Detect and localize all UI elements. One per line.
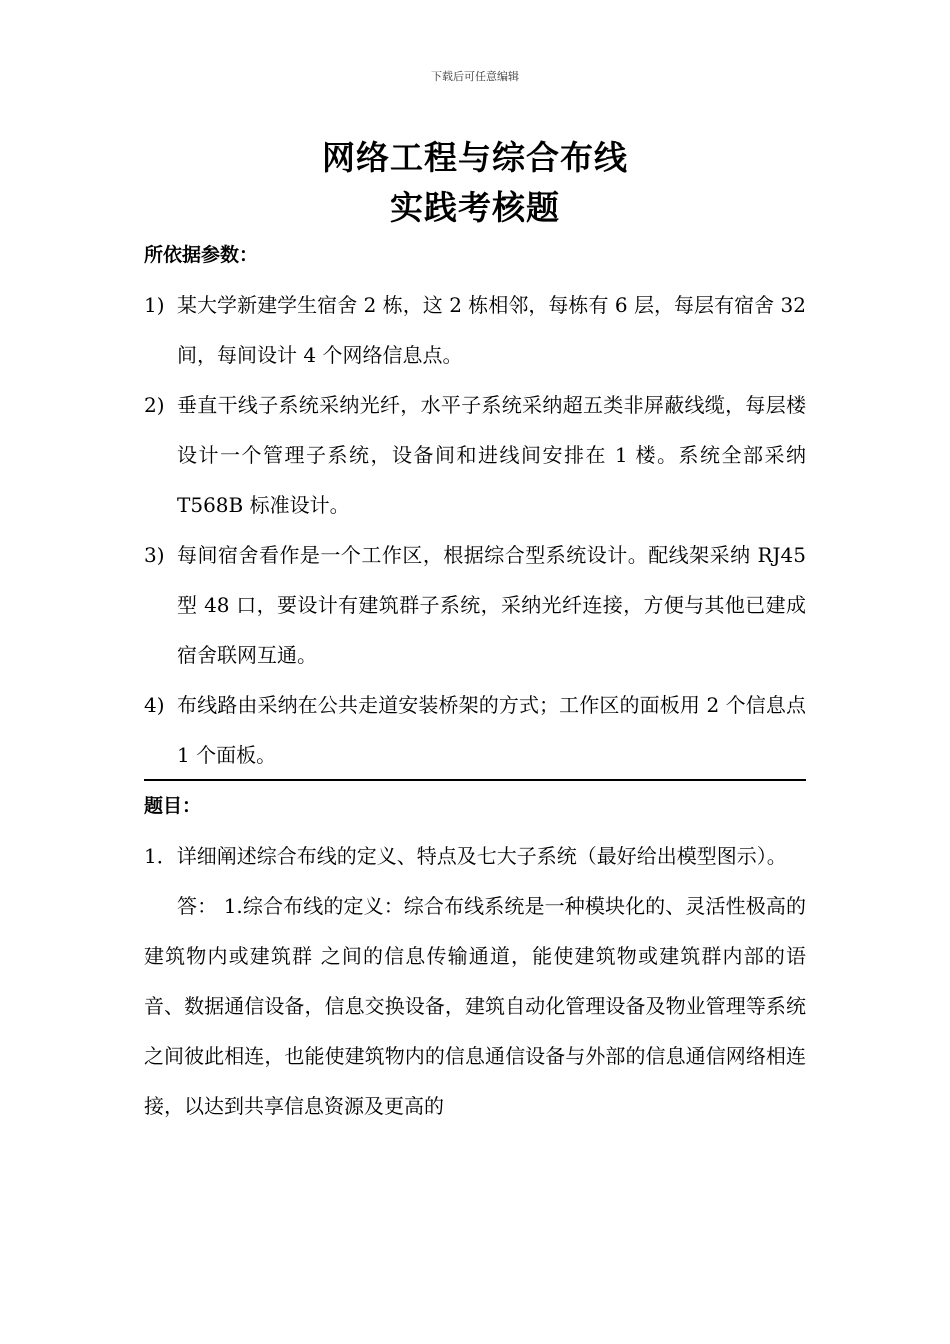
question-1: 1．详细阐述综合布线的定义、特点及七大子系统（最好给出模型图示）。 [144, 844, 787, 868]
param-item-text: 布线路由采纳在公共走道安装桥架的方式；工作区的面板用 2 个信息点 1 个面板。 [177, 693, 806, 767]
questions-heading: 题目： [144, 795, 202, 817]
answer-paragraph: 答： 1.综合布线的定义：综合布线系统是一种模块化的、灵活性极高的建筑物内或建筑群 之间的信息传输通道，能使建筑物或建筑群内部的语音、数据通信设备，信息交换设备，建筑自动化管理设备及物业管理等系统之间彼此相连，也能使建筑物内的信息通信设备与外部的信息通信网络相连接，以达到共享信息资源及更高的 [144, 894, 806, 1118]
param-item-text: 每间宿舍看作是一个工作区，根据综合型系统设计。配线架采纳 RJ45 型 48 口，要设计有建筑群子系统，采纳光纤连接，方便与其他已建成宿舍联网互通。 [177, 543, 806, 667]
param-item-3 [144, 530, 806, 680]
header-note: 下载后可任意编辑 [431, 70, 519, 83]
params-heading: 所依据参数： [144, 244, 259, 266]
document-body [144, 230, 806, 1131]
param-item-text: 某大学新建学生宿舍 2 栋，这 2 栋相邻，每栋有 6 层，每层有宿舍 32 间，每间设计 4 个网络信息点。 [177, 293, 806, 367]
document-title-line-2: 实践考核题 [390, 188, 560, 227]
param-item-number: 3) [144, 543, 165, 567]
param-item-1 [144, 280, 806, 380]
param-item-text: 垂直干线子系统采纳光纤，水平子系统采纳超五类非屏蔽线缆，每层楼设计一个管理子系统，设备间和进线间安排在 1 楼。系统全部采纳 T568B 标准设计。 [177, 393, 806, 517]
param-item-number: 2) [144, 393, 165, 417]
document-title-line-1: 网络工程与综合布线 [322, 138, 628, 177]
param-item-number: 4) [144, 693, 165, 717]
param-item-number: 1) [144, 293, 165, 317]
param-item-2 [144, 380, 806, 530]
param-item-4 [144, 680, 806, 780]
